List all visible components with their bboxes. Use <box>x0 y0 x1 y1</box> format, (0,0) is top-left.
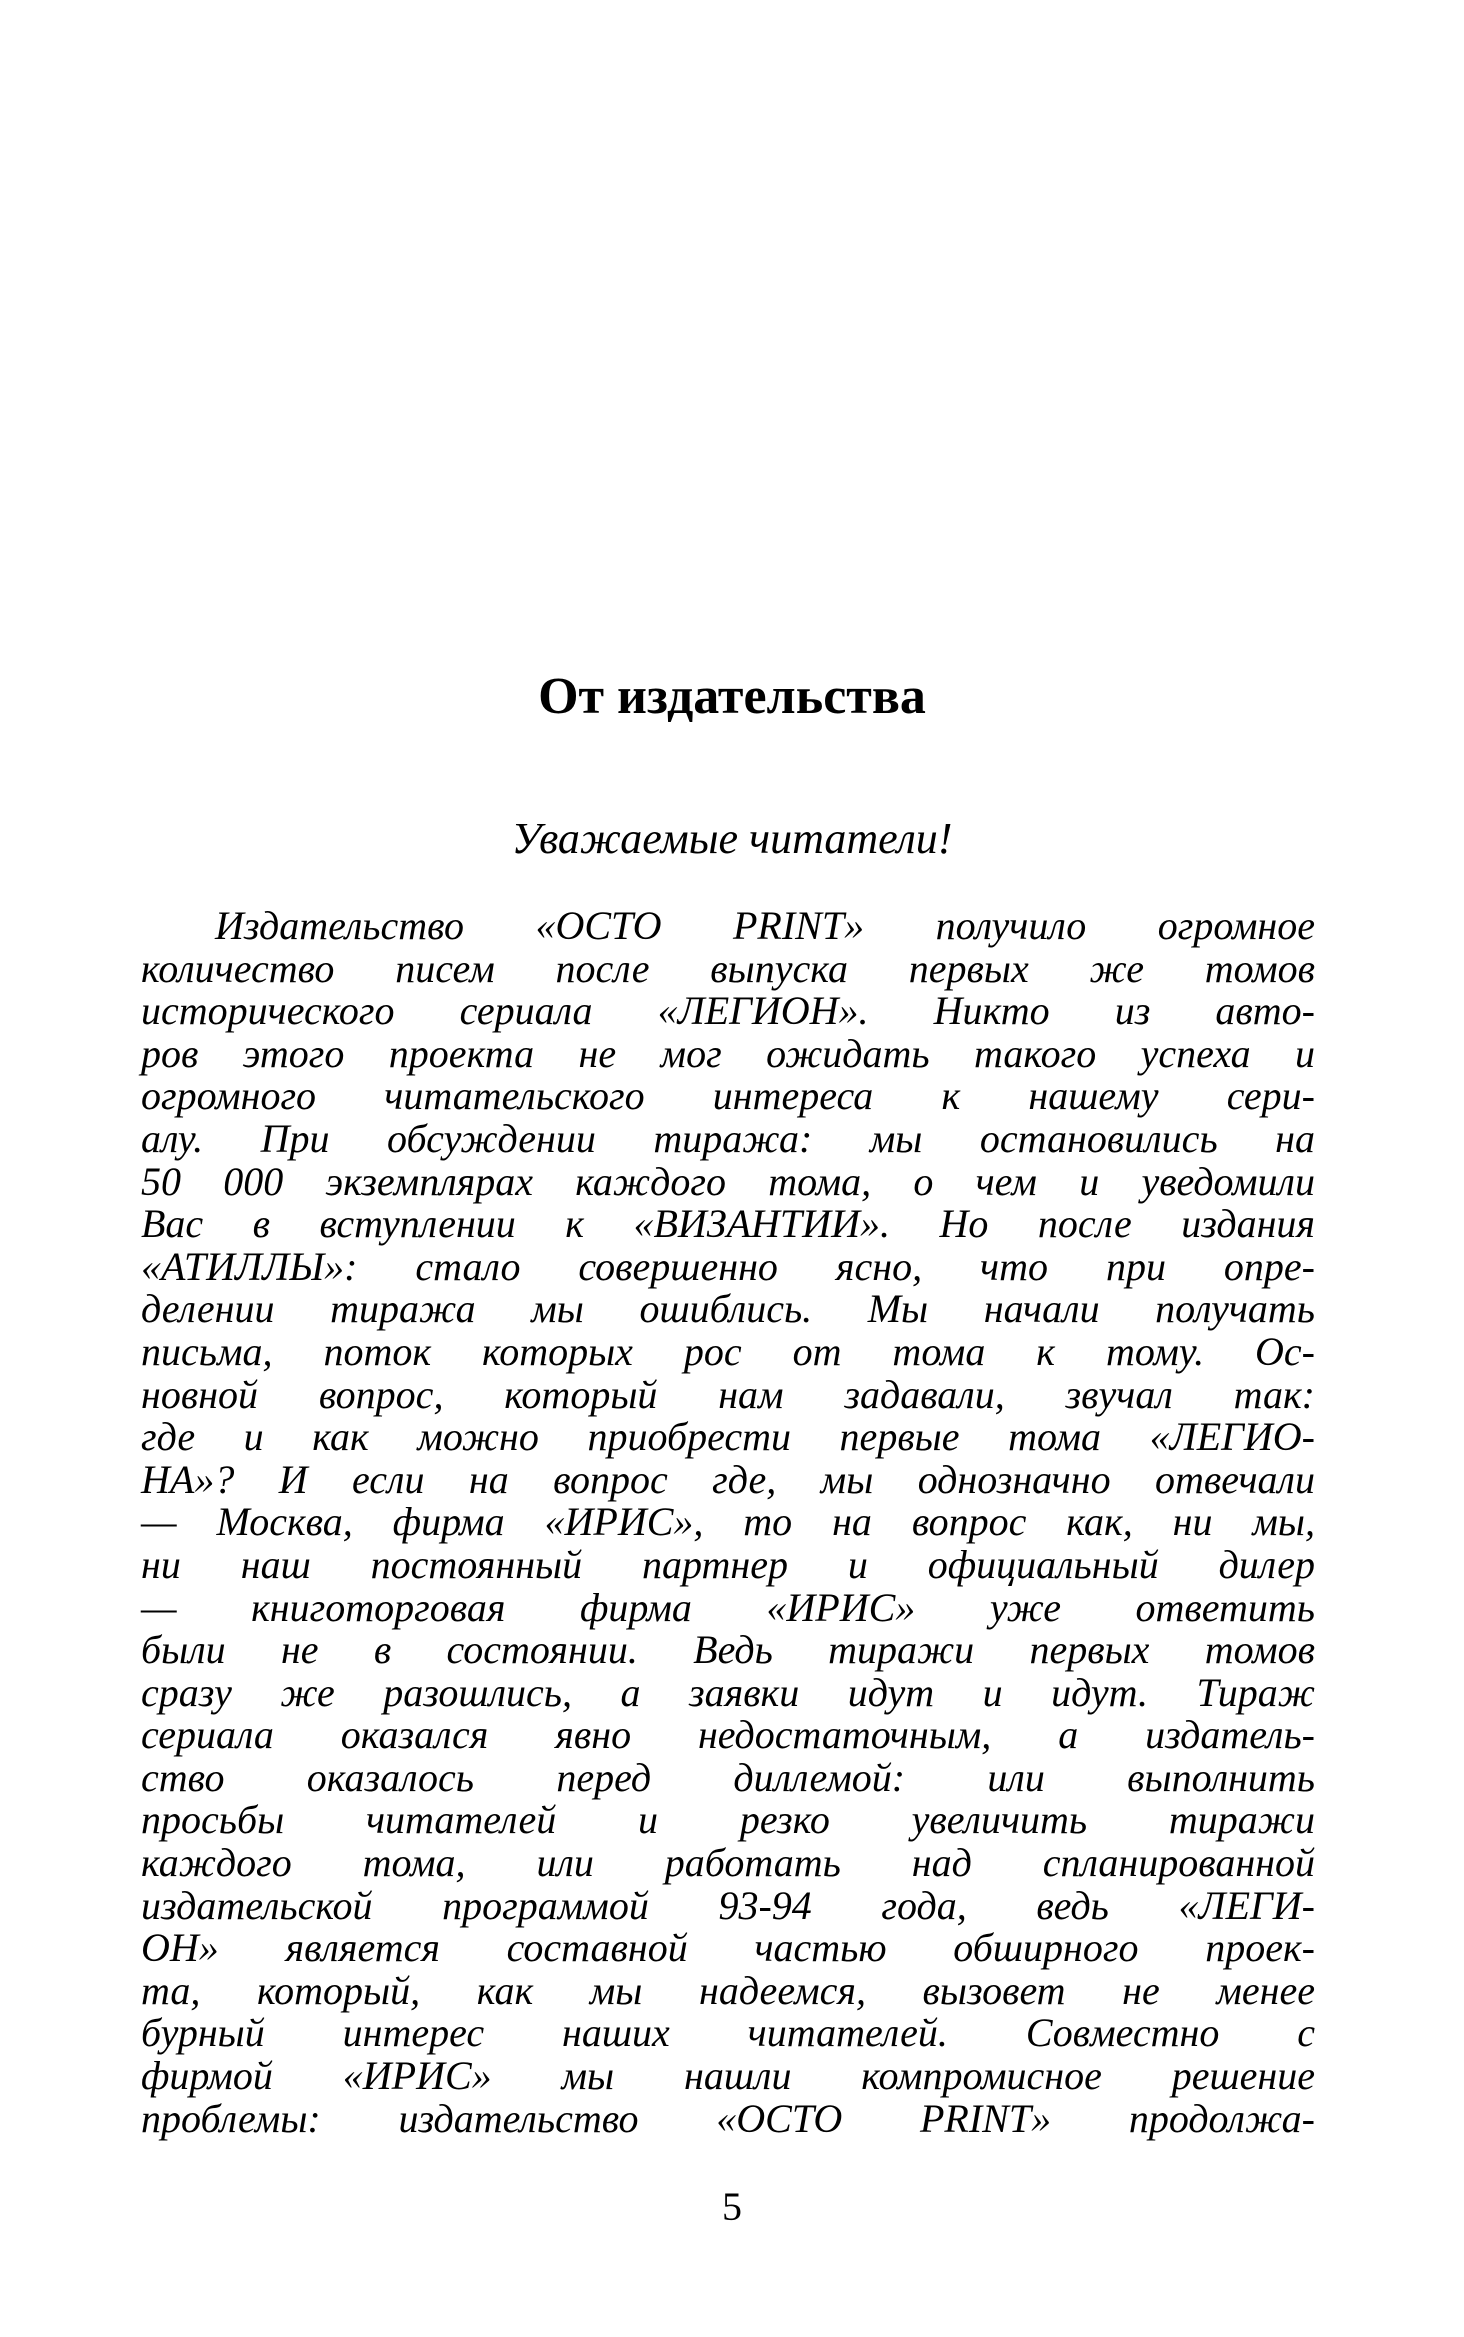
text-line: где и как можно приобрести первые тома «ЛЕГИО- <box>141 1414 1315 1460</box>
text-line: алу. При обсуждении тиража: мы остановились на <box>141 1115 1315 1161</box>
text-line: — книготорговая фирма «ИРИС» уже ответить <box>141 1584 1315 1630</box>
text-line: 50 000 экземплярах каждого тома, о чем и уведомили <box>141 1158 1315 1204</box>
text-line: — Москва, фирма «ИРИС», то на вопрос как, ни мы, <box>141 1499 1315 1545</box>
text-line: исторического сериала «ЛЕГИОН». Никто из авто- <box>141 988 1315 1034</box>
text-line: Издательство «OCTO PRINT» получило огромное <box>215 903 1315 948</box>
text-line: издательской программой 93-94 года, ведь «ЛЕГИ- <box>141 1882 1315 1928</box>
text-line: сразу же разошлись, а заявки идут и идут. Тираж <box>141 1669 1315 1715</box>
text-line: делении тиража мы ошиблись. Мы начали получать <box>141 1286 1315 1332</box>
text-line: та, который, как мы надеемся, вызовет не менее <box>141 1967 1315 2013</box>
text-line: НА»? И если на вопрос где, мы однозначно отвечали <box>141 1456 1315 1502</box>
text-line: письма, поток которых рос от тома к тому. Ос- <box>141 1328 1315 1374</box>
text-line: ров этого проекта не мог ожидать такого успеха и <box>141 1030 1315 1076</box>
text-line: Вас в вступлении к «ВИЗАНТИИ». Но после издания <box>141 1201 1315 1247</box>
text-line: проблемы: издательство «OCTO PRINT» продолжа- <box>141 2095 1315 2141</box>
text-line: количество писем после выпуска первых же томов <box>141 945 1315 991</box>
text-line: огромного читательского интереса к нашему сери- <box>141 1073 1315 1119</box>
text-line: просьбы читателей и резко увеличить тиражи <box>141 1797 1315 1843</box>
text-line: новной вопрос, который нам задавали, звучал так: <box>141 1371 1315 1417</box>
body-paragraph <box>141 905 1315 2140</box>
text-line: были не в состоянии. Ведь тиражи первых томов <box>141 1627 1315 1673</box>
text-line: бурный интерес наших читателей. Совместно с <box>141 2010 1315 2056</box>
text-line: фирмой «ИРИС» мы нашли компромисное решение <box>141 2053 1315 2099</box>
text-line: ОН» является составной частью обширного проек- <box>141 1925 1315 1971</box>
text-line: каждого тома, или работать над спланированной <box>141 1840 1315 1886</box>
page-title: От издательства <box>538 668 926 725</box>
text-line: ство оказалось перед диллемой: или выполнить <box>141 1754 1315 1800</box>
text-line: ни наш постоянный партнер и официальный дилер <box>141 1541 1315 1587</box>
text-line: сериала оказался явно недостаточным, а издатель- <box>141 1712 1315 1758</box>
text-line: «АТИЛЛЫ»: стало совершенно ясно, что при опре- <box>141 1243 1315 1289</box>
greeting-line: Уважаемые читатели! <box>511 814 953 863</box>
page-number: 5 <box>722 2184 742 2229</box>
